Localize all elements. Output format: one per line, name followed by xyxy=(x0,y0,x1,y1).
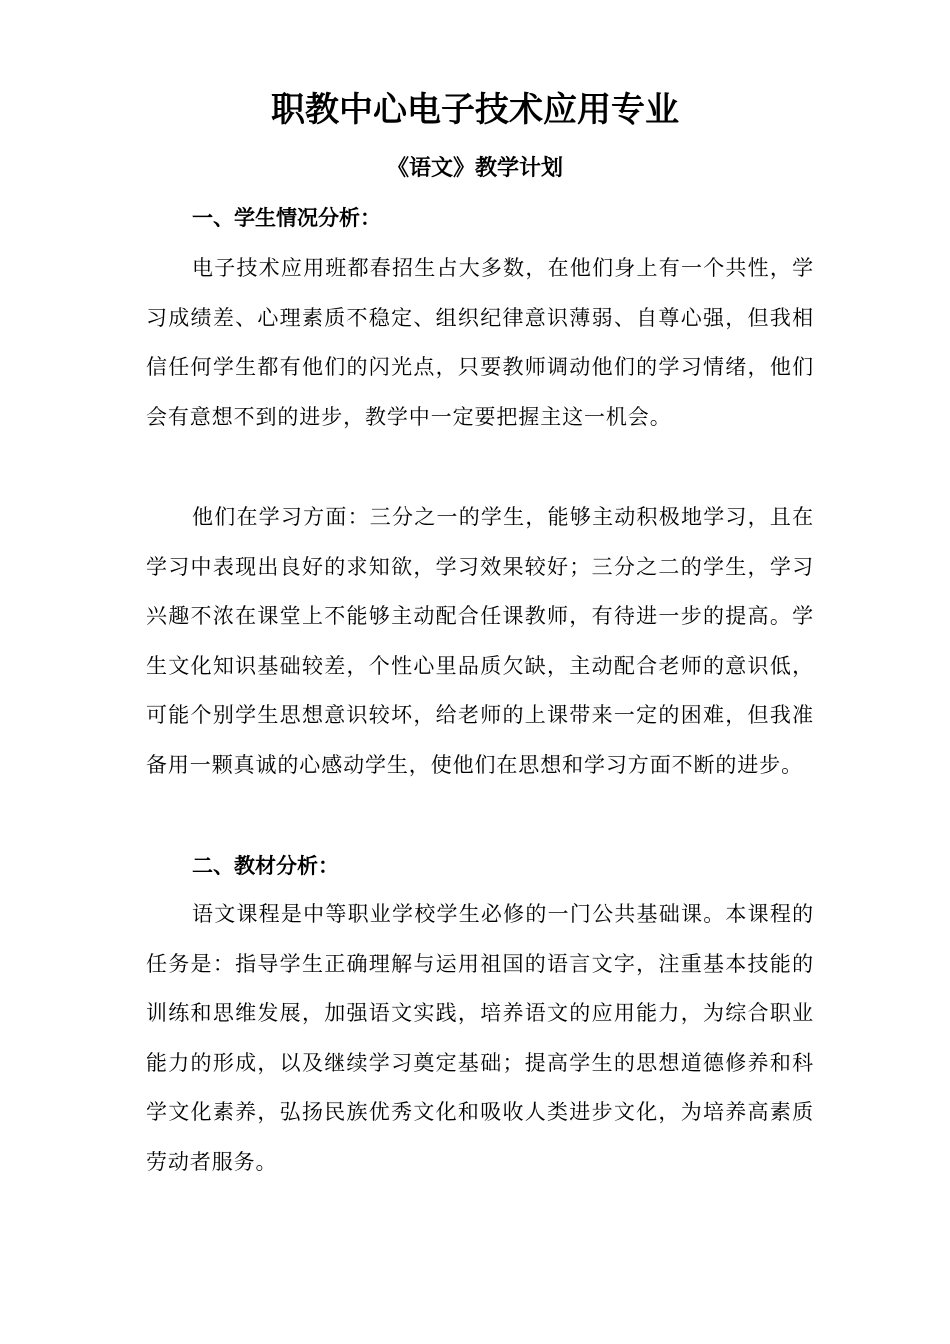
paragraph-student-analysis-2: 他们在学习方面：三分之一的学生，能够主动积极地学习，且在学习中表现出良好的求知欲，学习效果较好；三分之二的学生，学习兴趣不浓在课堂上不能够主动配合任课教师，有待进一步的提高。学生文化知识基础较差，个性心里品质欠缺，主动配合老师的意识低，可能个别学生思想意识较坏，给老师的上课带来一定的困难，但我准备用一颗真诚的心感动学生，使他们在思想和学习方面不断的进步。 xyxy=(146,505,814,777)
document-subtitle: 《语文》教学计划 xyxy=(386,156,563,181)
document-title: 职教中心电子技术应用专业 xyxy=(271,90,679,130)
section-heading-textbook-analysis: 二、教材分析： xyxy=(192,854,339,878)
paragraph-student-analysis-1: 电子技术应用班都春招生占大多数，在他们身上有一个共性，学习成绩差、心理素质不稳定、组织纪律意识薄弱、自尊心强，但我相信任何学生都有他们的闪光点，只要教师调动他们的学习情绪，他们会有意想不到的进步，教学中一定要把握主这一机会。 xyxy=(146,256,814,429)
section-heading-student-analysis: 一、学生情况分析： xyxy=(192,206,381,230)
paragraph-textbook-analysis-1: 语文课程是中等职业学校学生必修的一门公共基础课。本课程的任务是：指导学生正确理解与运用祖国的语言文字，注重基本技能的训练和思维发展，加强语文实践，培养语文的应用能力，为综合职业能力的形成，以及继续学习奠定基础；提高学生的思想道德修养和科学文化素养，弘扬民族优秀文化和吸收人类进步文化，为培养高素质劳动者服务。 xyxy=(146,902,814,1174)
